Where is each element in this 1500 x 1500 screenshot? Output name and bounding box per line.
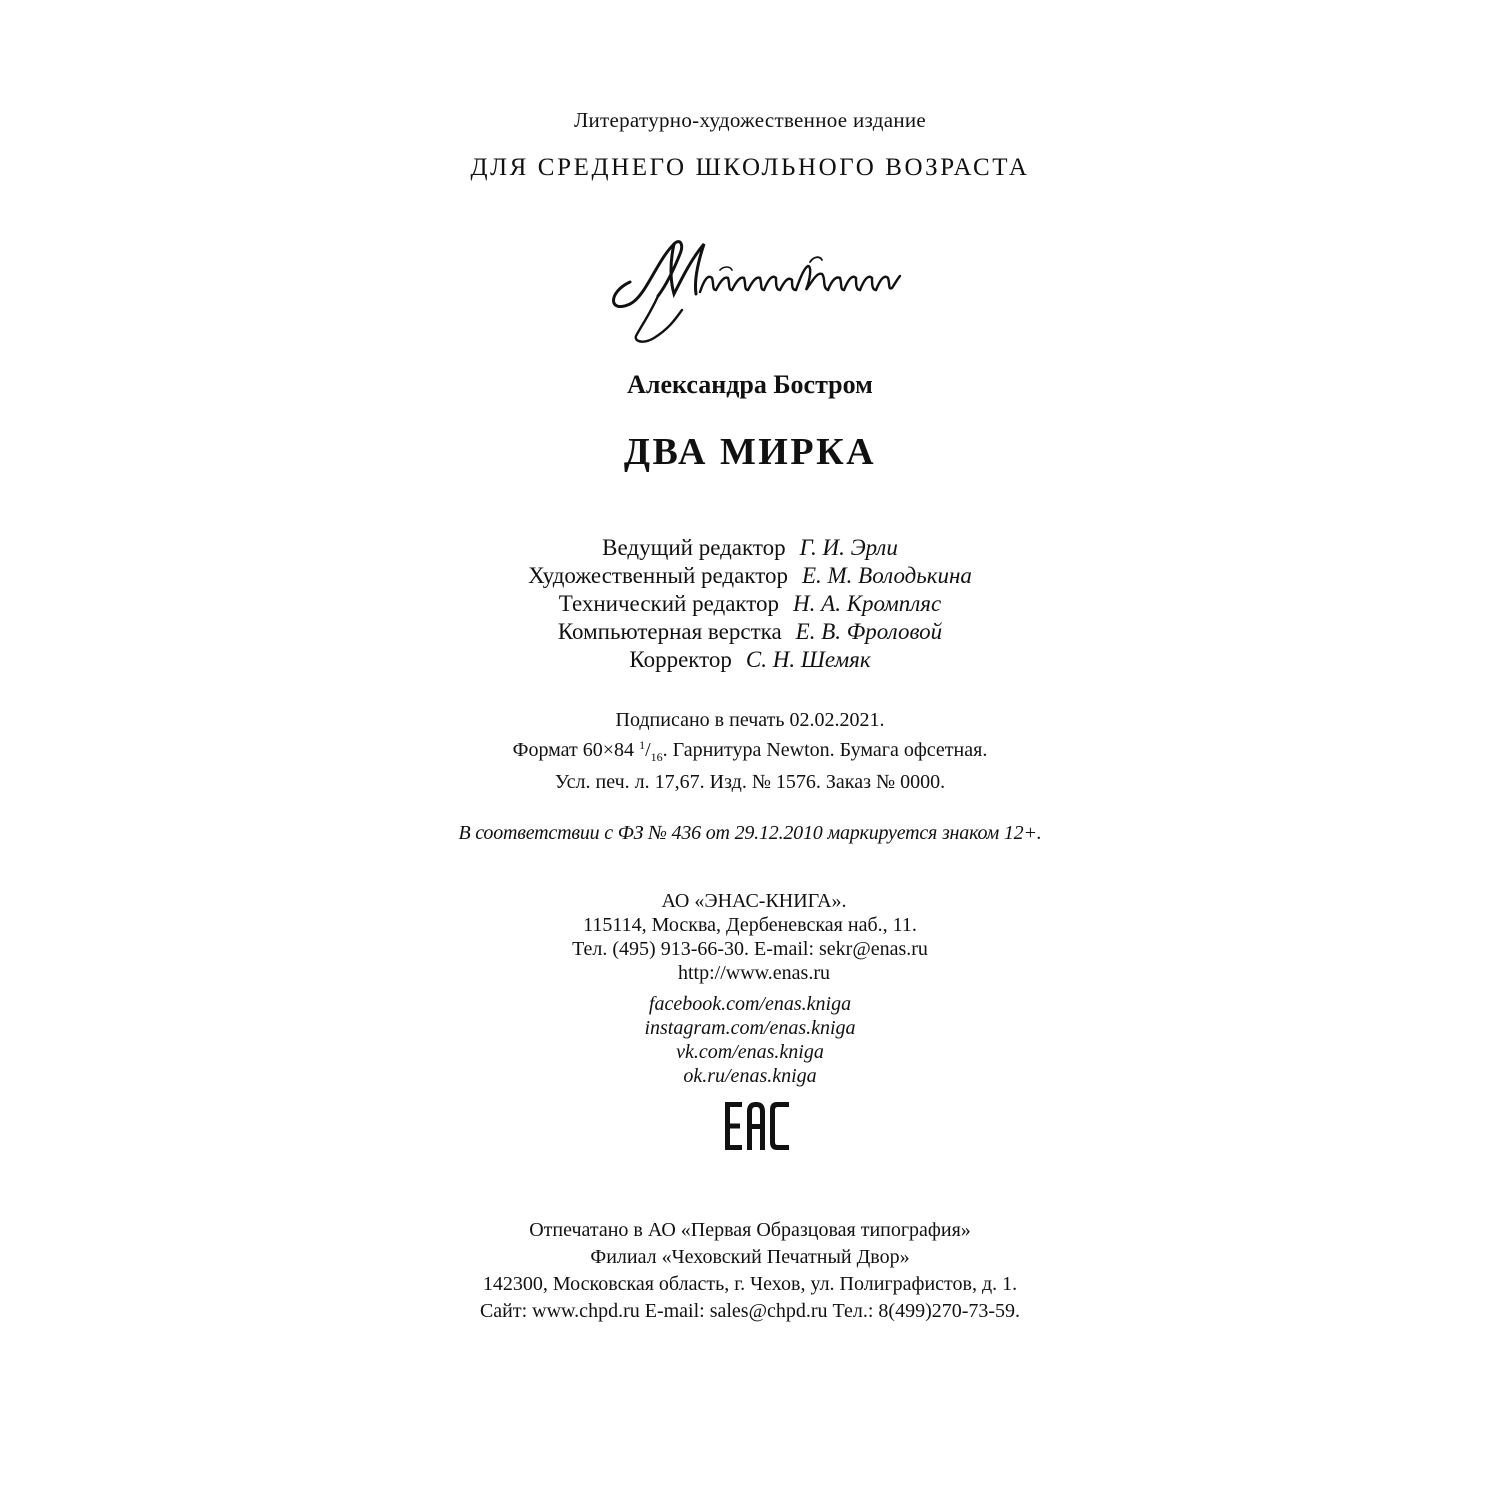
format-fraction-separator: / — [645, 739, 651, 761]
publisher-contacts: Тел. (495) 913-66-30. E-mail: sekr@enas.ru — [572, 938, 928, 960]
author-name: Александра Бостром — [627, 370, 873, 399]
age-rating-note: В соответствии с ФЗ № 436 от 29.12.2010 маркируется знаком 12+. — [458, 822, 1042, 844]
credit-name: Г. И. Эрли — [799, 535, 898, 560]
edition-type: Литературно-художественное издание — [573, 108, 927, 132]
credit-row — [0, 534, 1500, 562]
publisher-name: АО «ЭНАС-КНИГА». — [661, 890, 847, 912]
format-fraction-denominator: 16 — [650, 750, 663, 764]
credit-row — [0, 646, 1500, 674]
credit-row — [0, 618, 1500, 646]
credit-row — [0, 562, 1500, 590]
format-prefix: Формат 60×84 — [512, 739, 640, 761]
credit-role: Корректор — [629, 647, 732, 672]
social-link-facebook: facebook.com/enas.kniga — [648, 993, 852, 1015]
format-fraction-numerator: 1 — [639, 738, 646, 752]
social-links — [0, 992, 1500, 1088]
social-link-ok: ok.ru/enas.kniga — [683, 1065, 817, 1087]
format-suffix: . Гарнитура Newton. Бумага офсетная. — [662, 739, 988, 761]
format-line — [0, 733, 1500, 770]
credit-name: Е. М. Володькина — [801, 563, 972, 588]
publisher-website: http://www.enas.ru — [677, 962, 830, 984]
printer-branch: Филиал «Чеховский Печатный Двор» — [590, 1246, 910, 1268]
social-link-vk: vk.com/enas.kniga — [676, 1041, 824, 1063]
credit-role: Технический редактор — [558, 591, 780, 616]
printer-address: 142300, Московская область, г. Чехов, ул. Полиграфистов, д. 1. — [482, 1273, 1018, 1295]
credit-role: Ведущий редактор — [602, 535, 786, 560]
credits-block — [0, 534, 1500, 674]
printer-name: Отпечатано в АО «Первая Образцовая типография» — [529, 1219, 971, 1241]
age-group-label: ДЛЯ СРЕДНЕГО ШКОЛЬНОГО ВОЗРАСТА — [470, 154, 1030, 181]
printer-contacts: Сайт: www.chpd.ru E-mail: sales@chpd.ru Тел.: 8(499)270-73-59. — [479, 1300, 1021, 1322]
signed-date: Подписано в печать 02.02.2021. — [615, 709, 885, 731]
publisher-address: 115114, Москва, Дербеневская наб., 11. — [583, 914, 917, 936]
credit-name: Е. В. Фроловой — [795, 619, 943, 644]
credit-role: Компьютерная верстка — [557, 619, 782, 644]
credit-role: Художественный редактор — [528, 563, 788, 588]
printer-block — [0, 1217, 1500, 1325]
social-link-instagram: instagram.com/enas.kniga — [644, 1017, 856, 1039]
book-title: ДВА МИРКА — [623, 431, 877, 473]
publisher-block — [0, 889, 1500, 985]
series-logo — [600, 222, 910, 347]
eac-mark-icon — [725, 1102, 789, 1150]
sheets-line: Усл. печ. л. 17,67. Изд. № 1576. Заказ № 0000. — [554, 771, 946, 793]
print-info — [0, 708, 1500, 795]
credit-row — [0, 590, 1500, 618]
credit-name: Н. А. Кромпляс — [793, 591, 942, 616]
credit-name: С. Н. Шемяк — [745, 647, 871, 672]
